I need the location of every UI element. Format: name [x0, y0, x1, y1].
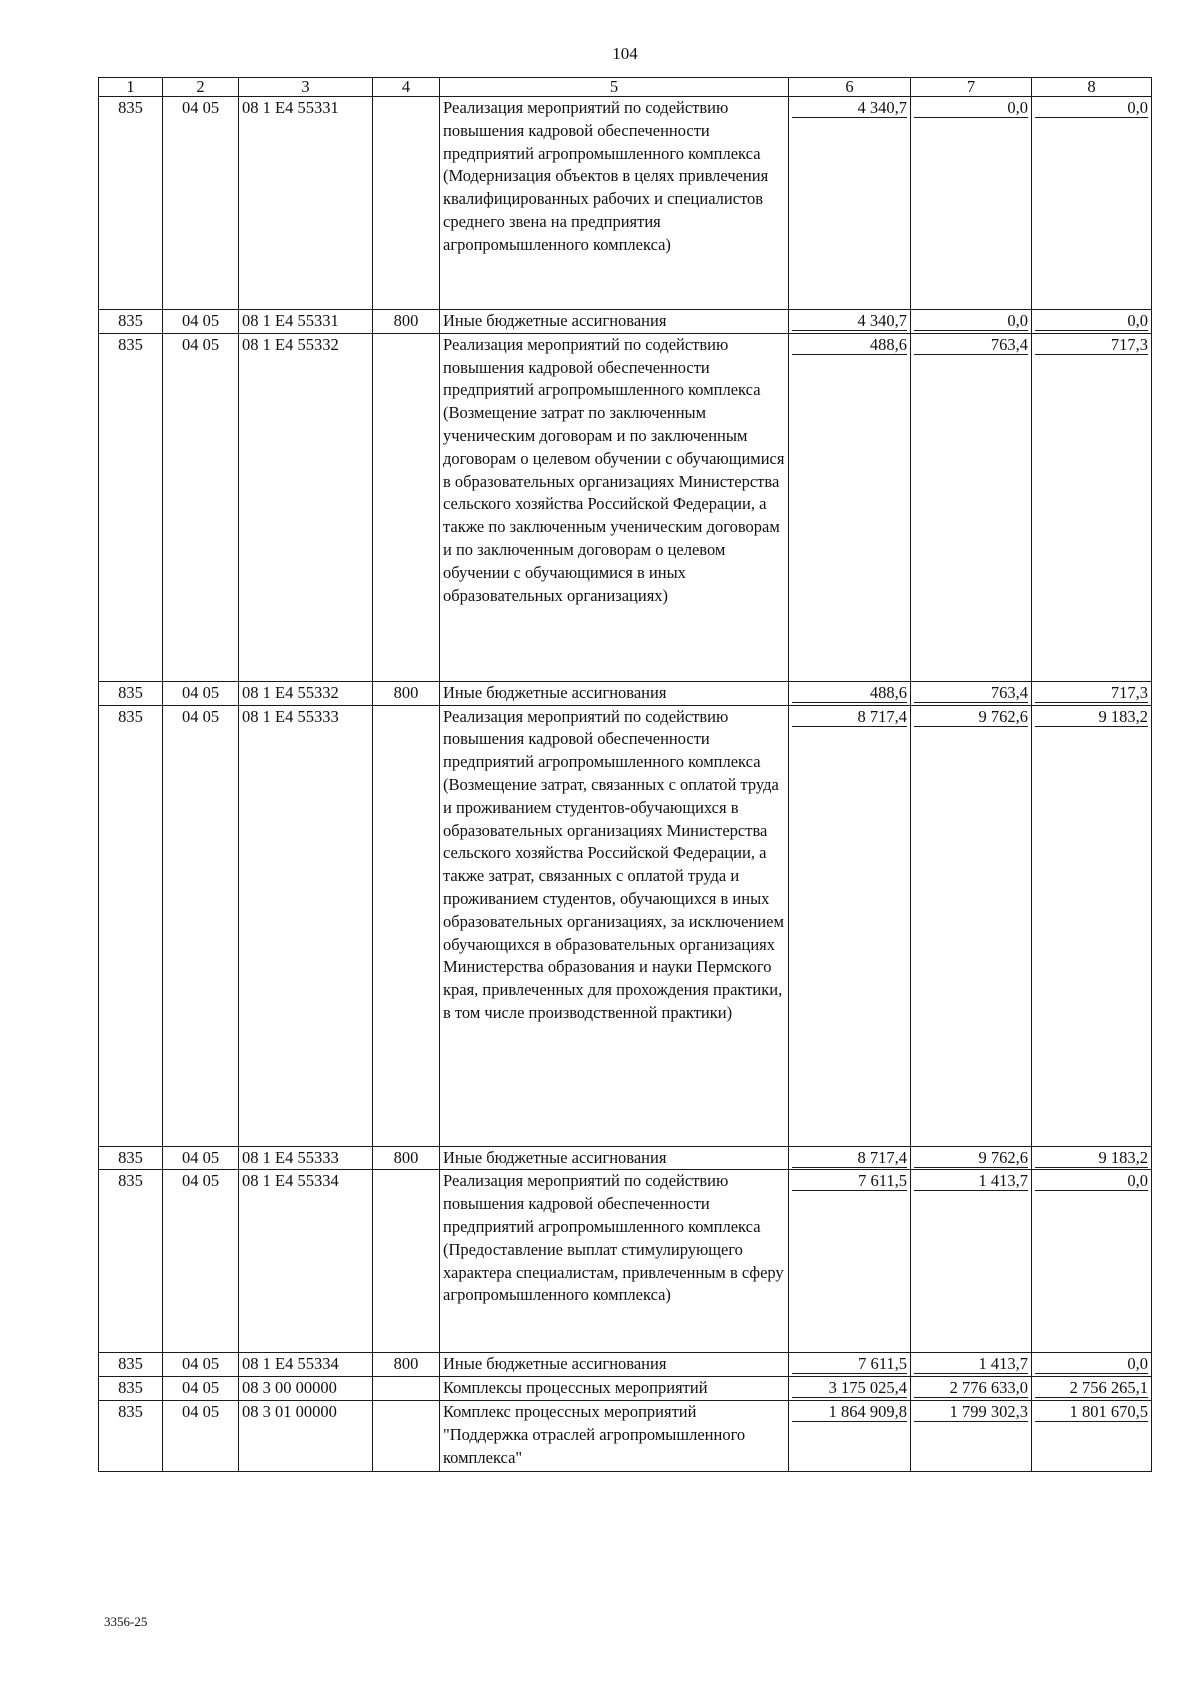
- cell-description: Комплексы процессных мероприятий: [440, 1377, 789, 1401]
- cell-admin-code: 835: [99, 1400, 163, 1471]
- cell-target-article: 08 1 E4 55332: [239, 681, 373, 705]
- cell-admin-code: 835: [99, 1146, 163, 1170]
- cell-amount-year1: 4 340,7: [789, 97, 911, 310]
- cell-expense-type: [373, 333, 440, 681]
- cell-section-code: 04 05: [163, 1353, 239, 1377]
- cell-amount-year1: 8 717,4: [789, 1146, 911, 1170]
- cell-amount-year2: 0,0: [911, 310, 1032, 334]
- cell-target-article: 08 1 E4 55332: [239, 333, 373, 681]
- cell-amount-year2: 9 762,6: [911, 1146, 1032, 1170]
- cell-description: Комплекс процессных мероприятий "Поддержка отраслей агропромышленного комплекса": [440, 1400, 789, 1471]
- cell-amount-year2: 0,0: [911, 97, 1032, 310]
- cell-expense-type: 800: [373, 1146, 440, 1170]
- cell-section-code: 04 05: [163, 1400, 239, 1471]
- cell-expense-type: 800: [373, 310, 440, 334]
- cell-amount-year3: 717,3: [1032, 333, 1152, 681]
- cell-description: Реализация мероприятий по содействию повышения кадровой обеспеченности предприятий агропромышленного комплекса (Возмещение затрат по заключенным ученическим договорам и по заключенным договорам о целевом обучении с обучающимися в образовательных организациях Министерства сельского хозяйства Российской Федерации, а также по заключенным ученическим договорам и по заключенным договорам о целевом обучении с обучающимися в иных образовательных организациях): [440, 333, 789, 681]
- cell-amount-year3: 0,0: [1032, 1353, 1152, 1377]
- cell-expense-type: [373, 97, 440, 310]
- cell-expense-type: 800: [373, 681, 440, 705]
- cell-description: Реализация мероприятий по содействию повышения кадровой обеспеченности предприятий агропромышленного комплекса (Предоставление выплат стимулирующего характера специалистам, привлеченным в сферу агропромышленного комплекса): [440, 1170, 789, 1353]
- cell-amount-year2: 2 776 633,0: [911, 1377, 1032, 1401]
- cell-amount-year3: 0,0: [1032, 310, 1152, 334]
- cell-section-code: 04 05: [163, 333, 239, 681]
- table-row: [99, 1146, 1152, 1170]
- column-header: 8: [1032, 78, 1152, 97]
- cell-target-article: 08 3 01 00000: [239, 1400, 373, 1471]
- cell-target-article: 08 1 E4 55334: [239, 1170, 373, 1353]
- cell-target-article: 08 1 E4 55333: [239, 1146, 373, 1170]
- page-number: 104: [612, 44, 638, 63]
- table-row: [99, 310, 1152, 334]
- table-header-row: [99, 78, 1152, 97]
- cell-description: Иные бюджетные ассигнования: [440, 1146, 789, 1170]
- cell-amount-year3: 717,3: [1032, 681, 1152, 705]
- table-row: [99, 1377, 1152, 1401]
- column-header: 7: [911, 78, 1032, 97]
- cell-amount-year3: 1 801 670,5: [1032, 1400, 1152, 1471]
- table-row: [99, 1400, 1152, 1471]
- cell-target-article: 08 1 E4 55333: [239, 705, 373, 1146]
- cell-expense-type: [373, 1377, 440, 1401]
- cell-amount-year2: 763,4: [911, 333, 1032, 681]
- cell-description: Иные бюджетные ассигнования: [440, 1353, 789, 1377]
- table-row: [99, 681, 1152, 705]
- cell-admin-code: 835: [99, 333, 163, 681]
- budget-table: [98, 77, 1152, 1472]
- cell-amount-year1: 4 340,7: [789, 310, 911, 334]
- cell-expense-type: [373, 705, 440, 1146]
- cell-target-article: 08 3 00 00000: [239, 1377, 373, 1401]
- cell-description: Реализация мероприятий по содействию повышения кадровой обеспеченности предприятий агропромышленного комплекса (Модернизация объектов в целях привлечения квалифицированных рабочих и специалистов среднего звена на предприятия агропромышленного комплекса): [440, 97, 789, 310]
- cell-admin-code: 835: [99, 681, 163, 705]
- cell-section-code: 04 05: [163, 1170, 239, 1353]
- table-row: [99, 1353, 1152, 1377]
- cell-admin-code: 835: [99, 705, 163, 1146]
- column-header: 2: [163, 78, 239, 97]
- cell-amount-year2: 1 413,7: [911, 1170, 1032, 1353]
- cell-section-code: 04 05: [163, 681, 239, 705]
- cell-amount-year2: 9 762,6: [911, 705, 1032, 1146]
- table-row: [99, 333, 1152, 681]
- cell-amount-year2: 763,4: [911, 681, 1032, 705]
- cell-amount-year3: 2 756 265,1: [1032, 1377, 1152, 1401]
- cell-amount-year1: 3 175 025,4: [789, 1377, 911, 1401]
- cell-amount-year2: 1 413,7: [911, 1353, 1032, 1377]
- document-code: 3356-25: [104, 1614, 148, 1629]
- cell-target-article: 08 1 E4 55334: [239, 1353, 373, 1377]
- cell-admin-code: 835: [99, 1170, 163, 1353]
- column-header: 3: [239, 78, 373, 97]
- column-header: 1: [99, 78, 163, 97]
- cell-section-code: 04 05: [163, 1377, 239, 1401]
- cell-amount-year1: 7 611,5: [789, 1353, 911, 1377]
- cell-expense-type: [373, 1400, 440, 1471]
- table-row: [99, 705, 1152, 1146]
- cell-admin-code: 835: [99, 97, 163, 310]
- cell-description: Иные бюджетные ассигнования: [440, 310, 789, 334]
- cell-section-code: 04 05: [163, 310, 239, 334]
- column-header: 6: [789, 78, 911, 97]
- cell-amount-year3: 0,0: [1032, 1170, 1152, 1353]
- cell-description: Реализация мероприятий по содействию повышения кадровой обеспеченности предприятий агропромышленного комплекса (Возмещение затрат, связанных с оплатой труда и проживанием студентов-обучающихся в образовательных организациях Министерства сельского хозяйства Российской Федерации, а также затрат, связанных с оплатой труда и проживанием студентов, обучающихся в иных образовательных организациях, за исключением обучающихся в образовательных организациях Министерства образования и науки Пермского края, привлеченных для прохождения практики, в том числе производственной практики): [440, 705, 789, 1146]
- cell-amount-year3: 9 183,2: [1032, 705, 1152, 1146]
- cell-section-code: 04 05: [163, 1146, 239, 1170]
- cell-expense-type: 800: [373, 1353, 440, 1377]
- cell-section-code: 04 05: [163, 705, 239, 1146]
- cell-amount-year1: 1 864 909,8: [789, 1400, 911, 1471]
- column-header: 4: [373, 78, 440, 97]
- cell-admin-code: 835: [99, 1377, 163, 1401]
- cell-section-code: 04 05: [163, 97, 239, 310]
- cell-amount-year1: 7 611,5: [789, 1170, 911, 1353]
- cell-amount-year1: 8 717,4: [789, 705, 911, 1146]
- cell-target-article: 08 1 E4 55331: [239, 310, 373, 334]
- cell-description: Иные бюджетные ассигнования: [440, 681, 789, 705]
- table-row: [99, 97, 1152, 310]
- column-header: 5: [440, 78, 789, 97]
- table-row: [99, 1170, 1152, 1353]
- cell-expense-type: [373, 1170, 440, 1353]
- cell-amount-year1: 488,6: [789, 333, 911, 681]
- cell-amount-year2: 1 799 302,3: [911, 1400, 1032, 1471]
- cell-target-article: 08 1 E4 55331: [239, 97, 373, 310]
- cell-amount-year3: 9 183,2: [1032, 1146, 1152, 1170]
- cell-admin-code: 835: [99, 1353, 163, 1377]
- cell-admin-code: 835: [99, 310, 163, 334]
- cell-amount-year1: 488,6: [789, 681, 911, 705]
- cell-amount-year3: 0,0: [1032, 97, 1152, 310]
